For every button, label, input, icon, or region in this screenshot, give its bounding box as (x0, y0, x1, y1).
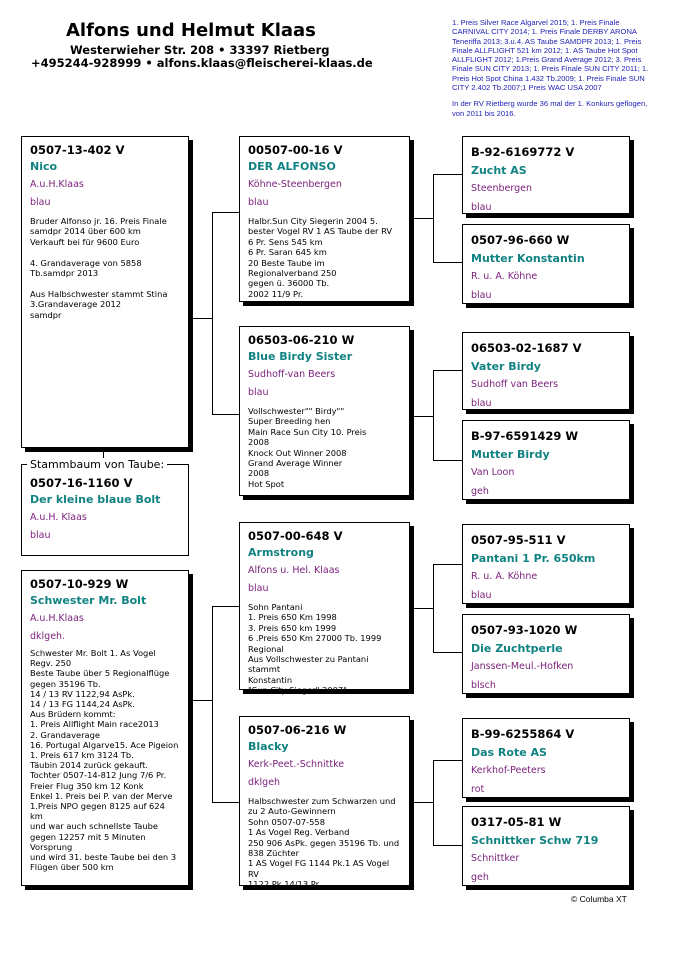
breeder: Kerk-Peet.-Schnittke (248, 759, 345, 770)
pigeon-name: Schwester Mr. Bolt (30, 594, 147, 607)
ring-number: 06503-02-1687 V (471, 341, 582, 355)
connector-line (410, 802, 434, 803)
awards-block (452, 18, 652, 125)
connector-line (212, 606, 239, 607)
breeder: A.u.H.Klaas (30, 179, 84, 190)
connector-line (433, 174, 434, 263)
breeder: Sudhoff van Beers (471, 379, 559, 390)
pedigree-card-mmf[interactable] (462, 718, 630, 798)
pigeon-color: rot (471, 784, 485, 795)
connector-line (433, 564, 434, 653)
pigeon-notes: Bruder Alfonso jr. 16. Preis Finale samdpr 2014 über 600 km Verkauft bei für 9600 Euro 4. Grandaverage von 5858 Tb.samdpr 2013 Aus Halbschwester stammt Stina 3.Grandaverage 2012 samdpr (30, 216, 168, 320)
ring-number: 0507-96-660 W (471, 233, 570, 247)
breeder: Köhne-Steenbergen (248, 179, 342, 190)
pigeon-name: Nico (30, 160, 58, 173)
connector-line (433, 564, 462, 565)
breeder: Steenbergen (471, 183, 532, 194)
pigeon-notes: Schwester Mr. Bolt 1. As Vogel Regv. 250 Beste Taube über 5 Regionalflüge gegen 35196 Tb. 14 / 13 RV 1122,94 AsPk. 14 / 13 FG 1144,24 AsPk. Aus Brüdern kommt: 1. Preis Allflight Main race2013 2. Grandaverage 16. Portugal Algarve15. Ace Pigeion 1. Preis 617 km 3124 Tb. Täubin 2014 zurück gekauft. Tochter 0507-14-812 Jung 7/6 Pr. Freier Flug 350 km 12 Konk Enkel 1. Preis bei P. van der Merve 1.Preis NPO gegen 8125 auf 624 km und war auch schnellste Taube gegen 12257 mit 5 Minuten Vorsprung und wird 31. beste Taube bei den 3 Flügen über 500 km (30, 648, 179, 873)
pedigree-card-fff[interactable] (462, 136, 630, 214)
breeder: Janssen-Meul.-Hofken (471, 661, 574, 672)
connector-line (433, 845, 462, 846)
pigeon-color: blau (471, 398, 492, 409)
breeder: A.u.H. Klaas (30, 512, 87, 523)
pigeon-color: blau (471, 202, 492, 213)
pigeon-notes: Halbschwester zum Schwarzen und zu 2 Auto-Gewinnern Sohn 0507-07-558 1 As Vogel Reg. Verband 250 906 AsPk. gegen 35196 Tb. und 838 Züchter 1 AS Vogel FG 1144 Pk.1 AS Vogel RV 1122 Pk.14/13 Pr. (248, 796, 400, 890)
connector-line (433, 262, 462, 263)
breeder: Kerkhof-Peeters (471, 765, 546, 776)
pedigree-card-father-father[interactable] (239, 136, 410, 302)
connector-line (433, 370, 434, 461)
connector-line (212, 212, 213, 415)
ring-number: 0507-16-1160 V (30, 476, 133, 490)
pigeon-notes: Sohn Pantani 1. Preis 650 Km 1998 3. Preis 650 km 1999 6 .Preis 650 Km 27000 Tb. 1999 Regional Aus Vollschwester zu Pantani stammt Konstantin "Sun City Sieger" 2007" (248, 602, 382, 696)
breeder-contact: +495244-928999 • alfons.klaas@fleischerei-klaas.de (31, 56, 373, 70)
pigeon-color: geh (471, 872, 489, 883)
pigeon-color: blau (248, 197, 269, 208)
pigeon-color: blsch (471, 680, 496, 691)
connector-line (189, 700, 213, 701)
awards-list: 1. Preis Silver Race Algarvel 2015; 1. Preis Finale CARNIVAL CITY 2014; 1. Preis Finale DERBY ARONA Teneriffa 2013; 3.u.4. AS Taube SAMDPR 2013; 1. Preis Finale ALLFLIGHT 521 km 2012; 1. AS Taube Hot Spot ALLFLIGHT 2012; 1.Preis Grand Average 2012; 3. Preis Finale SUN CITY 2013; 1. Preis Finale SUN CITY 2011; 1. Preis Hot Spot China 1.432 Tb.2009; 1. Preis Finale SUN CITY 2.402 Tb.2007;1 Preis WAC USA 2007 (452, 18, 649, 93)
pigeon-name: Armstrong (248, 546, 314, 559)
ring-number: 06503-06-210 W (248, 333, 355, 347)
connector-line (212, 212, 239, 213)
ring-number: B-92-6169772 V (471, 145, 575, 159)
footer-credit: © Columba XT (571, 894, 627, 904)
connector-line (433, 174, 462, 175)
pigeon-color: blau (471, 590, 492, 601)
ring-number: 0317-05-81 W (471, 815, 562, 829)
connector-line (433, 652, 462, 653)
connector-line (433, 760, 434, 846)
breeder: R. u. A. Köhne (471, 271, 538, 282)
connector-line (433, 460, 462, 461)
ring-number: 0507-13-402 V (30, 143, 125, 157)
pigeon-color: dklgeh. (30, 631, 66, 642)
pigeon-color: blau (248, 387, 269, 398)
pedigree-card-father[interactable] (21, 136, 189, 448)
connector-line (410, 416, 434, 417)
ring-number: B-99-6255864 V (471, 727, 575, 741)
pigeon-name: Vater Birdy (471, 360, 541, 373)
connector-line (212, 414, 239, 415)
pedigree-card-mff[interactable] (462, 524, 630, 604)
pigeon-name: Der kleine blaue Bolt (30, 493, 161, 506)
breeder: R. u. A. Köhne (471, 571, 538, 582)
pedigree-card-mfm[interactable] (462, 614, 630, 694)
pigeon-name: DER ALFONSO (248, 160, 336, 173)
breeder-name: Alfons und Helmut Klaas (66, 20, 316, 41)
pedigree-card-subject[interactable] (21, 464, 189, 556)
pigeon-color: geh (471, 486, 489, 497)
connector-line (212, 606, 213, 803)
pigeon-name: Die Zuchtperle (471, 642, 563, 655)
ring-number: B-97-6591429 W (471, 429, 579, 443)
pigeon-name: Blacky (248, 740, 289, 753)
ring-number: 0507-00-648 V (248, 529, 343, 543)
connector-line (433, 760, 462, 761)
pigeon-color: blau (471, 290, 492, 301)
breeder: Alfons u. Hel. Klaas (248, 565, 340, 576)
pigeon-name: Schnittker Schw 719 (471, 834, 599, 847)
connector-line (212, 802, 239, 803)
ring-number: 00507-00-16 V (248, 143, 343, 157)
pedigree-card-ffm[interactable] (462, 224, 630, 304)
awards-note: In der RV Rietberg wurde 36 mal der 1. Konkurs geflogen, von 2011 bis 2016. (452, 99, 648, 118)
pigeon-name: Mutter Konstantin (471, 252, 585, 265)
pigeon-color: blau (30, 530, 51, 541)
pigeon-color: blau (248, 583, 269, 594)
connector-line (410, 218, 434, 219)
ring-number: 0507-06-216 W (248, 723, 347, 737)
pedigree-subject-label: Stammbaum von Taube: (27, 458, 167, 471)
breeder: Schnittker (471, 853, 520, 864)
ring-number: 0507-10-929 W (30, 577, 129, 591)
pedigree-card-mother-father[interactable] (239, 522, 410, 696)
pigeon-color: dklgeh (248, 777, 281, 788)
pigeon-name: Pantani 1 Pr. 650km (471, 552, 596, 565)
ring-number: 0507-95-511 V (471, 533, 566, 547)
pigeon-notes: Vollschwester"" Birdy"" Super Breeding hen Main Race Sun City 10. Preis 2008 Knock Out Winner 2008 Grand Average Winner 2008 Hot Spot (248, 406, 367, 489)
pedigree-card-mother[interactable] (21, 570, 189, 886)
pigeon-color: blau (30, 197, 51, 208)
pigeon-notes: Halbr.Sun City Siegerin 2004 5. bester Vogel RV 1 AS Taube der RV 6 Pr. Sens 545 km 6 Pr. Saran 645 km 20 Beste Taube im Regionalverband 250 gegen ü. 36000 Tb. 2002 11/9 Pr. (248, 216, 393, 299)
pigeon-name: Blue Birdy Sister (248, 350, 353, 363)
pedigree-card-fmm[interactable] (462, 420, 630, 500)
pigeon-name: Zucht AS (471, 164, 527, 177)
connector-line (410, 608, 434, 609)
pedigree-card-fmf[interactable] (462, 332, 630, 410)
breeder: Sudhoff-van Beers (248, 369, 336, 380)
pigeon-name: Das Rote AS (471, 746, 547, 759)
breeder: Van Loon (471, 467, 515, 478)
pedigree-card-father-mother[interactable] (239, 326, 410, 496)
ring-number: 0507-93-1020 W (471, 623, 578, 637)
pedigree-card-mother-mother[interactable] (239, 716, 410, 890)
breeder: A.u.H.Klaas (30, 613, 84, 624)
connector-line (189, 318, 213, 319)
connector-line (433, 370, 462, 371)
pigeon-name: Mutter Birdy (471, 448, 550, 461)
breeder-address: Westerwieher Str. 208 • 33397 Rietberg (70, 43, 330, 57)
pedigree-card-mmm[interactable] (462, 806, 630, 886)
